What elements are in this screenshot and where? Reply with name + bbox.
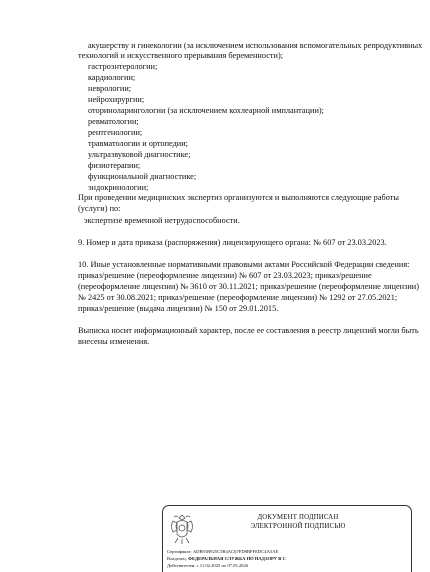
specialty-line: гастроэнтерологии;: [88, 62, 158, 71]
signature-stamp: [162, 505, 412, 572]
note-line: Выписка носит информационный характер, после ее составления в реестр лицензий могли быть: [78, 326, 419, 335]
expertise-intro-line: (услуги) по:: [78, 204, 121, 213]
specialty-line: кардиологии;: [88, 73, 136, 82]
specialty-line: нейрохирургии;: [88, 95, 145, 104]
coat-of-arms-icon: [167, 512, 197, 546]
specialty-line: ревматологии;: [88, 117, 139, 126]
stamp-certificate: Сертификат: ADB91B925C5B4AC67FD8BFFEDC4A5AE: [167, 549, 279, 554]
expertise-intro-line: При проведении медицинских экспертиз организуются и выполняются следующие работы: [78, 193, 399, 202]
specialty-line: технологий и искусственного прерывания беременности);: [78, 51, 284, 60]
specialty-line: неврологии;: [88, 84, 132, 93]
stamp-validity: Действителен: с 11.02.2025 по 07.05.2026: [167, 563, 249, 568]
note-line: внесены изменения.: [78, 337, 150, 346]
section-10-line: 10. Иные установленные нормативными правовыми актами Российской Федерации сведения:: [78, 260, 410, 269]
section-10-line: приказ/решение (выдача лицензии) № 150 от 29.01.2015.: [78, 304, 279, 313]
section-10-line: приказ/решение (переоформление лицензии) № 607 от 23.03.2023; приказ/решение: [78, 271, 372, 280]
specialty-line: травматологии и ортопедии;: [88, 139, 188, 148]
specialty-line: физиотерапии;: [88, 161, 141, 170]
section-9: 9. Номер и дата приказа (распоряжения) лицензирующего органа: № 607 от 23.03.2023.: [78, 238, 387, 247]
specialty-line: ультразвуковой диагностике;: [88, 150, 191, 159]
specialty-line: оториноларингологии (за исключением кохлеарной имплантации);: [88, 106, 324, 115]
section-10-line: № 2425 от 30.08.2021; приказ/решение (переоформление лицензии) № 1292 от 27.05.2021;: [78, 293, 398, 302]
stamp-title: ДОКУМЕНТ ПОДПИСАН ЭЛЕКТРОННОЙ ПОДПИСЬЮ: [250, 514, 346, 530]
specialty-line: акушерству и гинекологии (за исключением использования вспомогательных репродуктивных: [88, 41, 423, 50]
specialty-line: функциональной диагностике;: [88, 172, 197, 181]
expertise-item: экспертизе временной нетрудоспособности.: [84, 216, 240, 225]
specialty-line: рентгенологии;: [88, 128, 143, 137]
specialty-line: эндокринологии;: [88, 183, 149, 192]
stamp-owner: Владелец: ФЕДЕРАЛЬНАЯ СЛУЖБА ПО НАДЗОРУ В С: [167, 556, 286, 561]
section-10-line: (переоформление лицензии) № 3610 от 30.11.2021; приказ/решение (переоформление лицензии): [78, 282, 419, 291]
